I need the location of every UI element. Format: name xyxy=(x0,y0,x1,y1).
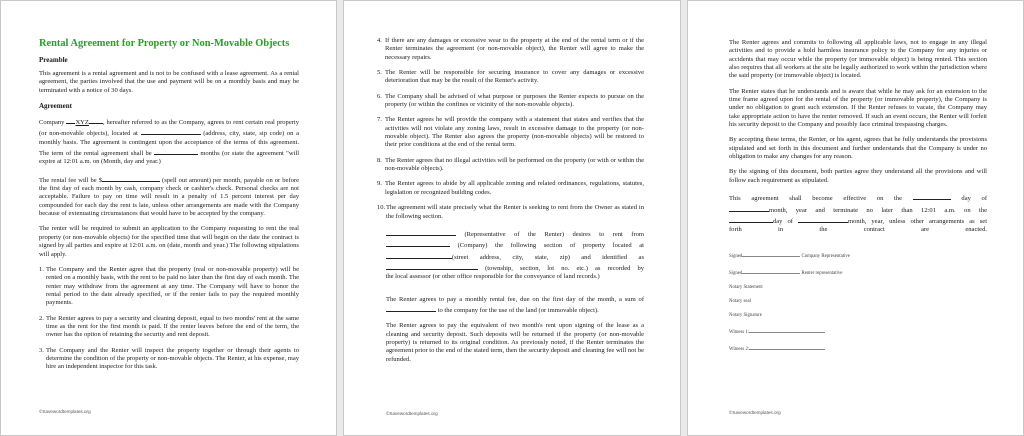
page-footer: ©Savewordtemplates.org xyxy=(729,410,781,415)
text: (spell out amount) per month, payable on or before the first day of each month by cash, company check or cashier's check. Personal checks are not acceptable. Failure to pay on time will result in a penalty of 1.5 percent interest per day compounded for each day the rent is late, unless other arrangements are made with the Company because of extenuating circumstances that would have to be accepted by the company. xyxy=(39,176,299,218)
item-text: The Renter agrees that no illegal activities will be performed on the property (or with or within the non-movable objects). xyxy=(385,156,644,173)
page-1-content xyxy=(39,38,299,379)
item-number: 9. xyxy=(377,180,382,188)
fill-line xyxy=(386,262,644,273)
document-page-2 xyxy=(343,0,681,436)
page-2-content xyxy=(377,37,644,371)
item-text: The Company and the Renter agree that the property (real or non-movable property) will be rented on a monthly basis, with the rent to be paid no later than the first day of each month. The renter may withdraw from the agreement at any time. The Company will have to honor the rental period to the date already specified, or if the renter fails to pay the required monthly payments. xyxy=(46,265,299,307)
stipulation-item xyxy=(39,266,299,308)
text: Company xyxy=(39,119,65,127)
item-text: The Renter agrees to pay a security and cleaning deposit, equal to two months' rent at the same time as the rent for the first month is paid. If the renter leaves before the end of the term, the owner has the option of retaining the security and rent deposit. xyxy=(46,314,299,339)
item-text: If there are any damages or excessive wear to the property at the end of the rental term or if the Renter terminates the agreement (or non-movable object), the Renter will agree to make the necessary repairs. xyxy=(385,37,644,61)
text: month, year, unless other arrangements as set xyxy=(848,217,988,225)
preamble-heading: Preamble xyxy=(39,56,68,64)
witness-2 xyxy=(729,344,987,353)
stipulation-item xyxy=(377,180,644,197)
stipulation-item xyxy=(377,157,644,174)
laws-paragraph: The Renter agrees and commits to following all applicable laws, not to engage in any illegal activities and to provide a hold harmless insurance policy to the Company for any injuries or accidents that may occur while the property (or immovable object) is being rented. This section also requires that all workers at the site be legally authorized to work within the jurisdiction where the said property (or immovable object) is located. xyxy=(729,39,987,80)
item-number: 1. xyxy=(39,265,44,273)
stipulation-item xyxy=(39,347,299,372)
page-footer: ©Savewordtemplates.org xyxy=(39,409,91,414)
day-blank xyxy=(729,215,773,223)
stipulation-item xyxy=(377,204,644,221)
effective-date-paragraph xyxy=(729,192,987,234)
item-number: 7. xyxy=(377,116,382,124)
amount-blank xyxy=(102,174,160,182)
witness-label: Witness 2: xyxy=(729,346,750,352)
street-address-blank xyxy=(386,251,452,259)
text: day of xyxy=(773,217,793,225)
item-number: 6. xyxy=(377,92,382,100)
extension-paragraph: The Renter states that he understands and is aware that while he may ask for an extension to the time frame agreed upon for the rental of the property (or immovable property), the Company is under no obligation to grant such extension. If the Renter refuses to vacate, the Company may take appropriate action to have the renter removed. If such an event occurs, the Renter will forfeit his security deposit to the Company and possibly face criminal trespassing charges. xyxy=(729,87,987,129)
notary-signature: Notary Signature xyxy=(729,312,762,318)
effective-line xyxy=(729,204,987,215)
company-name: XYZ xyxy=(75,119,89,127)
fill-line: the local assessor (or other office responsible for the conveyance of land records.) xyxy=(385,273,600,281)
item-number: 2. xyxy=(39,314,44,322)
notary-statement: Notary Statement xyxy=(729,284,763,290)
address-blank xyxy=(141,127,201,135)
agreement-paragraph xyxy=(39,116,299,167)
document-page-1 xyxy=(0,0,337,436)
item-number: 4. xyxy=(377,37,382,44)
stipulations-list xyxy=(39,266,299,372)
signature-line[interactable] xyxy=(742,268,800,274)
stipulation-item xyxy=(39,315,299,340)
renter-rep-blank xyxy=(386,228,456,236)
agreement-heading: Agreement xyxy=(39,102,72,111)
item-text: The Company shall be advised of what purpose or purposes the Renter expects to pursue on the property (or within the confines or vicinity of the non-movable objects). xyxy=(385,92,644,109)
signature-role: Renter representative xyxy=(801,270,843,276)
application-paragraph: The renter will be required to submit an application to the Company requesting to rent the real property (or non-movable objects) for the specified time that will begin on the date the contract is signed by all parties and expire at 12:01 a.m. on (date, month and year.) The following stipulations will apply. xyxy=(39,225,299,258)
signature-role: Company Representative xyxy=(801,253,850,259)
fill-line xyxy=(386,228,644,239)
text: month, year and terminate no later than 12:01 a.m. on the xyxy=(769,206,987,214)
township-blank xyxy=(386,262,478,270)
signature-renter xyxy=(729,268,987,277)
fill-line xyxy=(386,251,644,262)
notary-seal: Notary seal xyxy=(729,298,751,304)
deposit-paragraph: The Renter agrees to pay the equivalent of two month's rent upon signing of the lease as a cleaning and security deposit. Such deposits will be returned if the property (or non-movable property) is returned to its original condition. As previously noted, if the Renter terminates the agreement prior to the end of the stated term, then the security deposit and cleaning fee will not be refunded. xyxy=(386,322,644,363)
document-page-3 xyxy=(687,0,1024,436)
signature-company xyxy=(729,251,987,260)
text: day of xyxy=(961,195,988,203)
signature-line[interactable] xyxy=(742,251,800,257)
item-text: The Company and the Renter will inspect the property together or through their agents to determine the condition of the property or non-movable objects. The Renter, at his expense, may hire an independent inspector for this task. xyxy=(46,346,299,371)
text: (township, section, lot no. etc.) as recorded by xyxy=(485,264,645,272)
item-number: 3. xyxy=(39,346,44,354)
item-text: The agreement will state precisely what the Renter is seeking to rent from the Owner as stated in the following section. xyxy=(386,204,644,220)
effective-line xyxy=(729,215,987,226)
month-blank xyxy=(729,204,769,212)
page-3-content xyxy=(729,39,987,361)
fill-line xyxy=(386,239,644,250)
sum-blank xyxy=(386,304,436,312)
text: to the company for the use of the land (or immovable object). xyxy=(437,306,599,314)
effective-line xyxy=(729,192,987,203)
stipulation-item xyxy=(377,37,644,62)
item-number: 10. xyxy=(377,204,386,212)
item-number: 5. xyxy=(377,69,382,77)
text: The Renter agrees to pay a monthly rental fee, due on the first day of the month, a sum of xyxy=(386,295,644,303)
signature-label: Signed xyxy=(729,253,743,259)
text: This agreement shall become effective on the xyxy=(729,195,903,203)
text: months (or state the agreement "will expire at 12:01 a.m. on (Month, day and year.) xyxy=(39,150,300,166)
text: (Representative of the Renter) desires to rent from xyxy=(464,230,644,238)
item-text: The Renter will be responsible for securing insurance to cover any damages or excessive deterioration that may be the result of the Renter's activity. xyxy=(385,69,644,85)
page-footer: ©Savewordtemplates.org xyxy=(386,411,438,416)
blank-line xyxy=(89,116,103,124)
month-blank xyxy=(798,215,848,223)
text: (Company) the following section of property located at xyxy=(457,242,644,250)
signing-paragraph: By the signing of this document, both parties agree they understand all the provisions and will follow each requirement as stipulated. xyxy=(729,168,987,184)
stipulation-item xyxy=(377,69,644,86)
monthly-rent-paragraph xyxy=(377,296,644,316)
day-blank xyxy=(913,192,951,200)
signature-label: Signed xyxy=(729,270,743,276)
months-blank xyxy=(154,147,198,155)
witness-label: Witness 1: xyxy=(729,329,750,335)
item-text: The Renter agrees to abide by all applicable zoning and related ordinances, regulations, statutes, legislation or recognized building codes. xyxy=(385,180,644,196)
rental-fee-paragraph xyxy=(39,174,299,219)
company-blank xyxy=(386,239,450,247)
accepting-paragraph: By accepting these terms, the Renter, or his agent, agrees that he fully understands the provisions stipulated and set forth in this document and further understands that the Company is under no obligation to make any changes for any reason. xyxy=(729,136,987,161)
item-number: 8. xyxy=(377,156,382,164)
witness-line[interactable] xyxy=(749,327,825,333)
text: , hereafter referred to as the Company, agrees to rent certain real property (or non-movable objects), located at xyxy=(39,119,300,138)
stipulations-list xyxy=(377,37,644,221)
stipulation-item xyxy=(377,93,644,110)
witness-line[interactable] xyxy=(749,344,825,350)
property-fill-block xyxy=(377,228,644,282)
preamble-text: This agreement is a rental agreement and is not to be confused with a lease agreement. As a rental agreement, the parties involved that the use and payment will be on a monthly basis and may be terminated with a notice of 30 days. xyxy=(39,70,299,94)
document-title: Rental Agreement for Property or Non-Movable Objects xyxy=(39,38,290,49)
text: (address, city, state, sip code) on a monthly basis. The agreement is contingent upon the acceptance of the terms of this agreement. The term of the rental agreement shall be xyxy=(39,130,299,158)
item-text: The Renter agrees he will provide the company with a statement that states and verifies that the activities will not violate any zoning laws, result in excessive damage to the property (or non-movable object). The Renter also agrees the property (non-movable objects) will be restored to their prior conditions at the end of the rental term. xyxy=(385,116,644,149)
text: The rental fee will be $ xyxy=(39,176,102,184)
witness-1 xyxy=(729,327,987,336)
text: (street address, city, state, zip) and identified as xyxy=(452,253,644,261)
effective-line: forth in the contract are enacted. xyxy=(729,226,987,234)
stipulation-item xyxy=(377,116,644,149)
